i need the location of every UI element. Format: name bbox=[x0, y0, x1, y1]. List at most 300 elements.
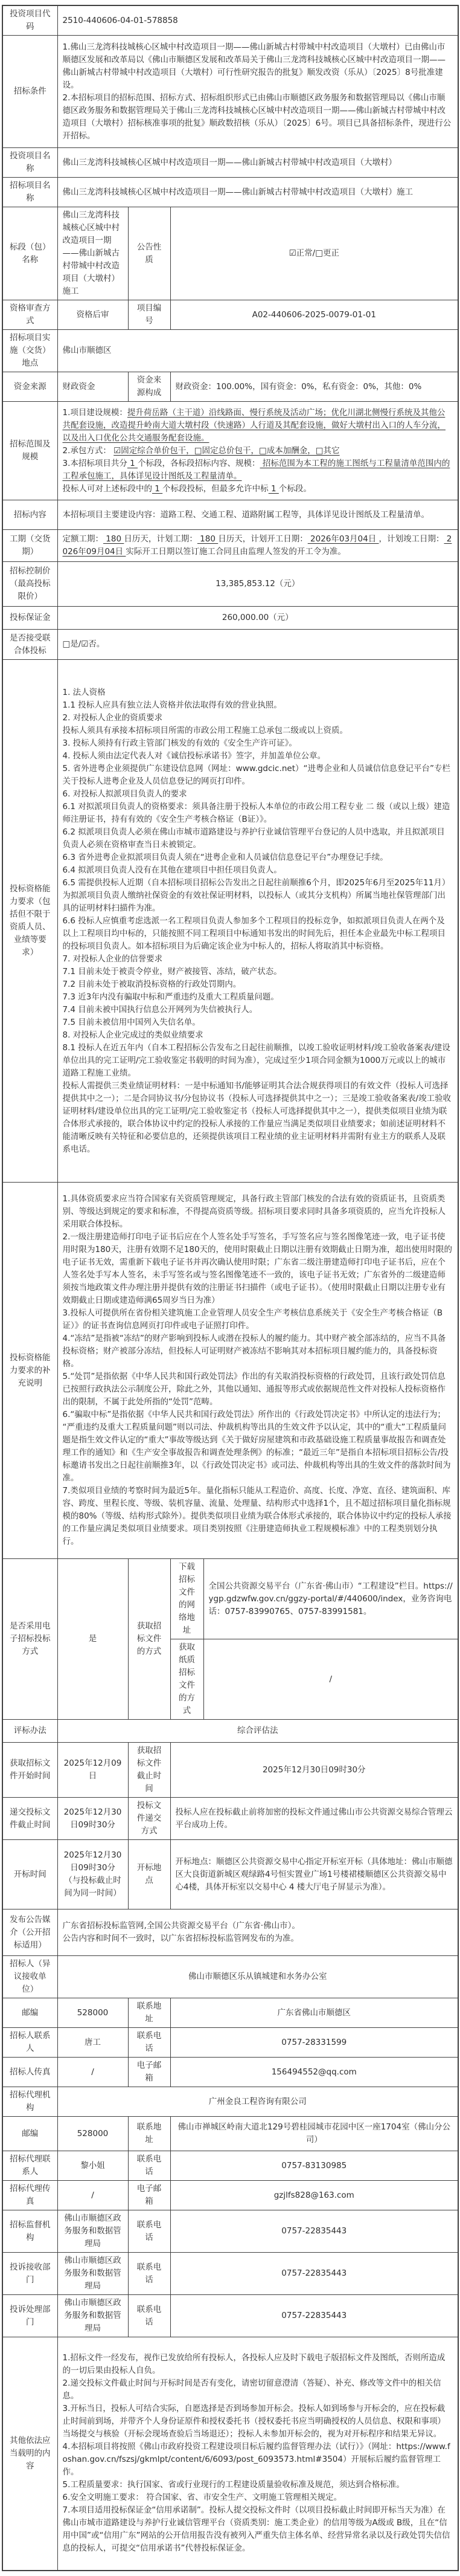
paragraph bbox=[63, 788, 453, 801]
text: 6.5 需提供投标人近期（自本招标项目招标公告发出之日起往前顺推6个月，即2025年6月至2025年11月）为拟派项目负责人缴纳社保资金的有效社保证明材料，以投标人（或其分支机构）所属当地社保管理部门出具的证明材料扫描件为准。 bbox=[62, 877, 450, 913]
complaint-handling-phone-value bbox=[170, 2295, 458, 2337]
table-row bbox=[2, 372, 458, 402]
tender-conditions-label bbox=[2, 36, 57, 148]
paragraph bbox=[176, 1561, 199, 1637]
paragraph bbox=[63, 1004, 453, 1016]
underlined-text: 180 bbox=[103, 534, 124, 544]
text: 6.1 对拟派项目负责人的资格要求：须具备注册于投标人本单位的市政公用工程专业 二 级（或以上级）建造师注册证书，持有有效的《安全生产考核合格证（B证）》。 bbox=[62, 801, 450, 824]
paragraph bbox=[133, 2183, 165, 2208]
paragraph bbox=[63, 877, 453, 915]
paragraph bbox=[176, 381, 453, 393]
underlined-text: 1 bbox=[127, 458, 138, 468]
paragraph bbox=[8, 150, 53, 175]
paragraph bbox=[176, 1641, 199, 1717]
paragraph bbox=[63, 725, 453, 737]
text: □是/☑否。 bbox=[62, 639, 105, 649]
paragraph bbox=[63, 638, 453, 651]
complaint-reception-phone-value bbox=[170, 2253, 458, 2295]
agency-phone-label bbox=[128, 2151, 170, 2181]
complaint-reception-value bbox=[57, 2253, 128, 2295]
paragraph bbox=[63, 1757, 123, 1783]
paragraph bbox=[63, 2403, 453, 2441]
paragraph bbox=[63, 1231, 453, 1307]
document-acquisition-start-value bbox=[57, 1743, 128, 1798]
underlined-text: ☑固定综合单价包干，□固定总价包干，□成本加酬金，□其它 bbox=[113, 445, 340, 456]
text: 电子邮箱 bbox=[136, 2061, 162, 2083]
project-number-value bbox=[170, 300, 458, 330]
paragraph bbox=[176, 1806, 453, 1832]
text: 2.承包方式： bbox=[62, 445, 114, 456]
text: 7.本项目适用投标保证金“信用承诺制”。投标人提交投标文件时（以项目投标截止时间即开标当天为准）在佛山市城市道路建设与养护行业诚信管理平台（资质类别：施工类企业）的信用等级为A级或 B级，且在“信用中国”或“信用广东”网站的公开信用报告没有被列入严重失信主体名单、经营异常名录以及行政处罚失信信息的投标人，可提交“信用承诺书”代替投标保证金。 bbox=[62, 2505, 450, 2554]
text: 递交投标文件截止时间 bbox=[10, 1807, 51, 1830]
bidder-qualification-requirements-value bbox=[57, 660, 458, 1183]
paragraph bbox=[63, 509, 453, 521]
investment-project-code-label bbox=[2, 5, 57, 36]
text: 招标控制价（最高投标限价） bbox=[10, 566, 51, 601]
paragraph bbox=[63, 1485, 453, 1548]
paragraph bbox=[133, 1620, 165, 1658]
paragraph bbox=[63, 750, 453, 763]
tenderer-email-label bbox=[128, 2058, 170, 2087]
table-row bbox=[2, 1909, 458, 1956]
paragraph bbox=[63, 2479, 453, 2491]
bid-submission-method-label bbox=[128, 1798, 170, 1840]
agency-postcode-label bbox=[2, 2117, 57, 2151]
text: 唐工 bbox=[85, 2037, 101, 2047]
text: 日历天，计划开工日期： bbox=[218, 534, 308, 544]
text: 3.本招标项目共分 bbox=[62, 458, 127, 468]
text: 6. 对投标人拟派项目负责人的要求 bbox=[62, 789, 187, 799]
paragraph bbox=[133, 1800, 165, 1838]
construction-period-value bbox=[57, 530, 458, 562]
document-acquisition-deadline-label bbox=[128, 1743, 170, 1798]
table-row bbox=[2, 2253, 458, 2295]
table-row bbox=[2, 36, 458, 148]
document-acquisition-method-label bbox=[128, 1559, 170, 1720]
paragraph bbox=[63, 2128, 123, 2140]
tenderer-fax-value bbox=[57, 2058, 128, 2087]
announcement-nature-value bbox=[170, 207, 458, 300]
paragraph bbox=[63, 1332, 453, 1370]
underlined-text: 1 bbox=[152, 483, 163, 494]
text: 528000 bbox=[77, 2007, 109, 2018]
table-row bbox=[2, 330, 458, 372]
paragraph bbox=[63, 1193, 453, 1231]
paragraph bbox=[176, 309, 453, 321]
paragraph bbox=[176, 2267, 453, 2280]
text: 招标监督机构 bbox=[10, 2219, 51, 2242]
paragraph bbox=[63, 2007, 123, 2019]
other-required-content-label bbox=[2, 2337, 57, 2571]
text: 1.佛山三龙湾科技城核心区城中村改造项目一期——佛山新城古村带城中村改造项目（大墩村）已由佛山市顺德区发展和改革局以《佛山市顺德区发展和改革局关于佛山三龙湾科技城核心区城中村改造项目一期——佛山新城古村带城中村改造项目（大墩村）可行性研究报告的批复》顺发改资（乐从）〔2025〕8号批准建设。 bbox=[62, 42, 446, 90]
paragraph bbox=[176, 2160, 453, 2172]
paragraph bbox=[63, 1080, 453, 1156]
bid-opening-time-value bbox=[57, 1840, 128, 1909]
text: 开标地点：顺德区公共资源交易中心指定开标室开标（具体地址：佛山市顺德区大良街道新城区观绿路4号恒实置业广场1号楼裙楼顺德区公共资源交易中心4楼，具体开标室以交易中心 4 楼大厅电子屏显示为准）。 bbox=[175, 1856, 453, 1892]
paragraph bbox=[8, 1806, 53, 1832]
paragraph bbox=[133, 1862, 165, 1887]
text: 佛山市顺德区政务服务和数据管理局 bbox=[64, 2298, 121, 2333]
funding-source-value bbox=[57, 372, 128, 402]
table-row bbox=[2, 1183, 458, 1559]
text: 联系地址 bbox=[136, 2122, 162, 2145]
paragraph bbox=[63, 92, 453, 143]
paragraph bbox=[133, 2000, 165, 2026]
table-row bbox=[2, 178, 458, 207]
paper-document-method-label bbox=[170, 1639, 203, 1720]
text: 7.4 目前未被中国执行信息公开网列为失信被执行人。 bbox=[62, 1004, 258, 1015]
paragraph bbox=[8, 2007, 53, 2019]
other-required-content-value bbox=[57, 2337, 458, 2571]
paragraph bbox=[8, 565, 53, 603]
text: 4. 投标人须由法定代表人对《诚信投标承诺书》签字，并加盖单位公章。 bbox=[62, 751, 326, 761]
project-number-label bbox=[128, 300, 170, 330]
paragraph bbox=[8, 2303, 53, 2329]
paragraph bbox=[63, 1016, 453, 1029]
text: A02-440606-2025-0079-01-01 bbox=[252, 309, 376, 320]
agency-fax-value bbox=[57, 2181, 128, 2210]
table-row bbox=[2, 5, 458, 36]
paragraph bbox=[8, 533, 53, 558]
text: 广东省招标投标监管网,全国公共资源交易平台（广东省·佛山市）。 bbox=[62, 1921, 300, 1931]
text: 是否采用电子招标投标方式 bbox=[10, 1621, 51, 1656]
agency-contact-value bbox=[57, 2151, 128, 2181]
paragraph bbox=[63, 578, 453, 590]
text: 招标代理传真 bbox=[10, 2184, 51, 2206]
table-row bbox=[2, 2087, 458, 2117]
funding-source-label bbox=[2, 372, 57, 402]
paragraph bbox=[63, 1932, 453, 1945]
tenderer-value bbox=[57, 1956, 458, 1998]
paragraph bbox=[133, 2219, 165, 2244]
tenderer-contact-label bbox=[2, 2028, 57, 2058]
paper-document-method-value bbox=[203, 1639, 458, 1720]
text: 4.本招标项目将按照《佛山市政府投资工程建设项目标后履约监督管理办法（试行）》（网址：https://www.foshan.gov.cn/fszsj/gkmlpt/content/6/6093/post_6093573.html#3504）开展标后履约监督管理工作。 bbox=[62, 2442, 450, 2478]
paragraph bbox=[8, 2089, 53, 2114]
table-row bbox=[2, 148, 458, 178]
paragraph bbox=[63, 737, 453, 750]
supervision-authority-value bbox=[57, 2210, 128, 2253]
tenderer-address-value bbox=[170, 1998, 458, 2028]
text: 2025年12月09日 bbox=[63, 1758, 122, 1781]
supervision-phone-value bbox=[170, 2210, 458, 2253]
text: 7.1 目前未处于被责令停业，财产被接管、冻结，破产状态。 bbox=[62, 966, 282, 976]
paragraph bbox=[63, 41, 453, 92]
download-url-value bbox=[203, 1559, 458, 1639]
announcement-media-value bbox=[57, 1909, 458, 1956]
paragraph bbox=[63, 1307, 453, 1332]
table-row bbox=[2, 2181, 458, 2210]
complaint-reception-phone-label bbox=[128, 2253, 170, 2295]
bid-section-name-label bbox=[2, 207, 57, 300]
table-row bbox=[2, 630, 458, 660]
text: 广东省佛山市顺德区 bbox=[277, 2007, 351, 2018]
text: 2025年12月30日09时30分 bbox=[262, 1764, 366, 1775]
paragraph bbox=[209, 1580, 453, 1618]
paragraph bbox=[63, 2491, 453, 2504]
control-price-value bbox=[57, 562, 458, 607]
text: / bbox=[91, 2067, 94, 2077]
paragraph bbox=[63, 209, 123, 298]
text: 7.3 近3年内没有骗取中标和严重违约及重大工程质量问题。 bbox=[62, 992, 279, 1002]
investment-project-code-value bbox=[57, 5, 458, 36]
tenderer-address-label bbox=[128, 1998, 170, 2028]
paragraph bbox=[176, 2189, 453, 2202]
text: 下载招标文件的网络地址 bbox=[179, 1562, 195, 1635]
paragraph bbox=[8, 612, 53, 624]
paragraph bbox=[63, 1849, 123, 1900]
tender-scope-label bbox=[2, 402, 57, 500]
text: 投诉接收部门 bbox=[10, 2262, 51, 2285]
paragraph bbox=[133, 2261, 165, 2287]
paragraph bbox=[63, 763, 453, 788]
text: 投标人需提供三类业绩证明材料：一是中标通知书/能够证明其合法合规获得项目的有效文件（投标人可选择提供其中之一）；二是合同协议书/分包协议书（投标人可选择提供其中之一）；三是竣工验收备案表/竣工验收证明材料/建设单位出具的完工证明/完工验收鉴定书（投标人可选择提供其中之一），提供类似项目业绩为联合体形式承接的，联合体协议中约定的投标人承接的工作量应当满足类似项目业绩要求；如前述证明材料不能清晰反映有关特征和必要信息的，还须提供该项目工程业绩的业主证明材料并需附有业主方的联系人及联系电话。 bbox=[62, 1080, 452, 1154]
paragraph bbox=[63, 1633, 123, 1645]
paragraph bbox=[8, 2030, 53, 2055]
consortium-bidding-value bbox=[57, 630, 458, 660]
text: 156494552@qq.com bbox=[271, 2067, 357, 2077]
table-row bbox=[2, 530, 458, 562]
paragraph bbox=[63, 445, 453, 457]
table-row bbox=[2, 2210, 458, 2253]
text: 7.类似项目业绩的考察时间为最近5年。量化指标只能从工程造价、高度、长度、净宽、直径、建筑面积、库容、跨度、里程长度、等级、装机容量、流量、处理量、结构形式中选择1个，且不超过招标项目量化指标规模的80%（等级、结构形式除外）。提供类似项目业绩为联合体形式承接的，联合体协议中约定的投标人承接的工作量应满足类似项目业绩要求。项目类别按照《注册建造师执业工程规模标准》中的工程类别划分执行。 bbox=[62, 1486, 452, 1546]
paragraph bbox=[63, 826, 453, 851]
text: 8. 对投标人企业完成过的类似业绩要求 bbox=[62, 1030, 203, 1040]
text: 0757-28331599 bbox=[281, 2037, 347, 2047]
tenderer-phone-value bbox=[170, 2028, 458, 2058]
text: 联系电话 bbox=[136, 2154, 162, 2177]
table-row bbox=[2, 1720, 458, 1743]
paragraph bbox=[176, 2121, 453, 2146]
paragraph bbox=[176, 2007, 453, 2019]
text: ☑正常/□更正 bbox=[289, 248, 339, 258]
text: 7.2 目前未处于被取消投标资格的行政处罚期内。 bbox=[62, 979, 241, 989]
paragraph bbox=[8, 1620, 53, 1658]
electronic-bidding-label bbox=[2, 1559, 57, 1720]
text: 综合评估法 bbox=[237, 1726, 278, 1735]
paragraph bbox=[63, 1029, 453, 1042]
table-row bbox=[2, 1956, 458, 1998]
text: 联系电话 bbox=[136, 2031, 162, 2053]
tenderer-label bbox=[2, 1956, 57, 1998]
underlined-text: 180 bbox=[197, 534, 219, 544]
text: 5.“处罚”是指依据《中华人民共和国行政处罚法》作出的有关取消投标资格的行政处罚，且该行政处罚信息已按照行政执法公示制度公开，除此之外，其他以通知、通报等形式或依据规范性文件对投标人投标资格作出的限制，不属于此处所指的“处罚”范畴。 bbox=[62, 1372, 446, 1407]
tender-conditions-value bbox=[57, 36, 458, 148]
text: 开标时间 bbox=[13, 1869, 46, 1879]
funding-composition-label bbox=[128, 372, 170, 402]
qualification-review-method-label bbox=[2, 300, 57, 330]
paragraph bbox=[63, 612, 453, 624]
paragraph bbox=[63, 1920, 453, 1932]
text: 佛山市顺德区政务服务和数据管理局 bbox=[64, 2256, 121, 2291]
paragraph bbox=[63, 801, 453, 826]
text: 招标人联系人 bbox=[10, 2031, 51, 2053]
text: 定额工期： bbox=[62, 534, 103, 544]
bidder-qualification-requirements-label bbox=[2, 660, 57, 1183]
text: 260,000.00（元） bbox=[222, 613, 293, 622]
bid-submission-deadline-label bbox=[2, 1798, 57, 1840]
tender-content-value bbox=[57, 500, 458, 530]
text: 是 bbox=[88, 1634, 97, 1644]
text: 招标人传真 bbox=[10, 2067, 51, 2077]
paragraph bbox=[176, 247, 453, 260]
table-row bbox=[2, 2337, 458, 2571]
paragraph bbox=[63, 483, 453, 496]
paragraph bbox=[8, 509, 53, 521]
agency-address-label bbox=[128, 2117, 170, 2151]
text: 6.“骗取中标”是指依据《中华人民共和国行政处罚法》所作出的《行政处罚决定书》中所认定的违法行为；“严重违约及重大工程质量问题”则以司法、仲裁机构等出具的生效文件予以认定，其中的“重大”工程质量问题是指生效文件认定的“重大”事故等级达到《关于做好房屋建筑和市政基础设施工程质量事故报告和调查处理工作的通知》和《生产安全事故报告和调查处理条例》的标准；“最近三年”是指自本招标项目招标公告/投标邀请书发出之日起往前顺推3年，以《行政处罚决定书》或司法、仲裁机构等出具的生效文件的落款时间为准。 bbox=[62, 1410, 451, 1483]
text: 6.4 拟派项目负责人没有在其他在建项目中担任项目负责人。 bbox=[62, 865, 282, 875]
table-row bbox=[2, 2028, 458, 2058]
text: 招标代理联系人 bbox=[10, 2154, 51, 2177]
text: 招标人（异议接收单位） bbox=[10, 1959, 51, 1994]
text: 3.投标人可提供所在省份相关建筑施工企业管理人员安全生产考核信息系统关于《安全生产考核合格证（B证）》的证书查询信息网页打印件或电子证照打印件。 bbox=[62, 1308, 443, 1331]
tender-announcement-table bbox=[2, 5, 459, 2571]
paragraph bbox=[133, 1745, 165, 1795]
text: 3.开标当日，投标人可结合实际，自愿选择是否到场参加开标会。投标人如到场参与开标会的，应在投标截止时间前到场，并带齐个人身份证原件和授权委托书（授权委托书应当明确授权的人员信息、权限和事项）当场提交与核验（开标会现场查验后当场退还）；投标人未参加开标会的，视为对开标程序和结果无异议。 bbox=[62, 2404, 446, 2439]
paragraph bbox=[8, 1868, 53, 1881]
paragraph bbox=[63, 1725, 453, 1737]
text: 资金来源 bbox=[13, 381, 46, 392]
implementation-location-label bbox=[2, 330, 57, 372]
paragraph bbox=[63, 2255, 123, 2293]
agency-contact-label bbox=[2, 2151, 57, 2181]
text: 其他依法应当载明的内容 bbox=[10, 2435, 51, 2471]
text: 佛山市顺德区 bbox=[62, 346, 112, 355]
text: 投标文件递交方式 bbox=[136, 1801, 162, 1836]
construction-period-label bbox=[2, 530, 57, 562]
tenderer-phone-label bbox=[128, 2028, 170, 2058]
paragraph bbox=[176, 2066, 453, 2079]
paragraph bbox=[8, 2183, 53, 2208]
paragraph bbox=[8, 1757, 53, 1783]
paragraph bbox=[63, 2160, 123, 2172]
paragraph bbox=[63, 533, 453, 558]
text: 招标条件 bbox=[13, 86, 46, 96]
text: 1.招标文件一经发布，视作已发放给所有投标人，各投标人应及时下载电子版招标文件及图纸，否则所造成的一切后果由投标人自负。 bbox=[62, 2353, 446, 2376]
paragraph bbox=[63, 2036, 123, 2049]
evaluation-method-value bbox=[57, 1720, 458, 1743]
paragraph bbox=[63, 953, 453, 966]
paragraph bbox=[63, 686, 453, 699]
paragraph bbox=[63, 2297, 123, 2335]
table-row bbox=[2, 660, 458, 1183]
text: 日历天，计划工期： bbox=[124, 534, 197, 544]
underlined-text: 1 bbox=[268, 483, 279, 494]
tender-project-name-value bbox=[57, 178, 458, 207]
paragraph bbox=[133, 241, 165, 266]
paragraph bbox=[8, 438, 53, 463]
agency-label bbox=[2, 2087, 57, 2117]
paragraph bbox=[63, 1042, 453, 1080]
text: 开标地点 bbox=[136, 1863, 162, 1885]
implementation-location-value bbox=[57, 330, 458, 372]
paragraph bbox=[8, 179, 53, 205]
paragraph bbox=[63, 2212, 123, 2250]
paragraph bbox=[8, 85, 53, 98]
text: 1. 法人资格 bbox=[62, 687, 106, 697]
paragraph bbox=[8, 2219, 53, 2244]
investment-project-name-value bbox=[57, 148, 458, 178]
table-row bbox=[2, 562, 458, 607]
text: 0757-22835443 bbox=[281, 2311, 347, 2320]
text: 黎小姐 bbox=[80, 2160, 105, 2171]
text: 评标办法 bbox=[13, 1726, 46, 1735]
agency-value bbox=[57, 2087, 458, 2117]
agency-email-label bbox=[128, 2181, 170, 2210]
paragraph bbox=[63, 712, 453, 725]
paragraph bbox=[133, 2121, 165, 2146]
text: 获取招标文件开始时间 bbox=[10, 1758, 51, 1781]
text: 佛山三龙湾科技城核心区城中村改造项目一期——佛山新城古村带城中村改造项目（大墩村）施工 bbox=[62, 187, 413, 197]
announcement-nature-label bbox=[128, 207, 170, 300]
table-row bbox=[2, 1743, 458, 1798]
text: 个标段。 bbox=[278, 483, 311, 494]
agency-email-value bbox=[170, 2181, 458, 2210]
agency-postcode-value bbox=[57, 2117, 128, 2151]
text: 投标人可对上述标段中的 bbox=[62, 483, 152, 494]
text: 项目编号 bbox=[136, 303, 162, 326]
table-row bbox=[2, 1559, 458, 1639]
paragraph bbox=[63, 157, 453, 169]
complaint-handling-label bbox=[2, 2295, 57, 2337]
paragraph bbox=[8, 1352, 53, 1390]
paragraph bbox=[133, 2303, 165, 2329]
text: 财政资金 bbox=[62, 381, 95, 392]
text: 1.1 投标人应具有独立法人资格并依法取得有效的营业执照。 bbox=[62, 700, 282, 710]
table-row bbox=[2, 207, 458, 300]
text: 0757-83130985 bbox=[281, 2160, 347, 2171]
bid-opening-time-label bbox=[2, 1840, 57, 1909]
text: 5. 省外进粤企业须提供广东建设信息网（网址：www.gdcic.net）“进粤企业和人员诚信信息登记平台”专栏关于投标人进粤企业及人员信息登记的网页打印件。 bbox=[62, 763, 451, 786]
paragraph bbox=[63, 966, 453, 978]
consortium-bidding-label bbox=[2, 630, 57, 660]
text: 佛山三龙湾科技城核心区城中村改造项目一期——佛山新城古村带城中村改造项目（大墩村）施工 bbox=[62, 210, 120, 296]
text: 佛山市禅城区岭南大道北129号碧桂园城市花园中区一座1704室（佛山分公司） bbox=[177, 2122, 451, 2145]
paragraph bbox=[8, 241, 53, 266]
text: 工期（交货期） bbox=[10, 534, 51, 557]
paragraph bbox=[63, 457, 453, 483]
text: 投标人须具有承接本招标项目所需的市政公用工程施工总承包二级或以上资质。 bbox=[62, 725, 348, 735]
complaint-reception-label bbox=[2, 2253, 57, 2295]
text: 3. 投标人须持有行政主管部门核发的有效的《安全生产许可证》。 bbox=[62, 738, 297, 748]
text: 个标段，各标段招标内容、规模： bbox=[138, 458, 260, 468]
text: ，计划竣工日期： bbox=[379, 534, 444, 544]
supervision-phone-label bbox=[128, 2210, 170, 2253]
table-row bbox=[2, 2058, 458, 2087]
agency-address-value bbox=[170, 2117, 458, 2151]
paragraph bbox=[63, 1370, 453, 1409]
agency-fax-label bbox=[2, 2181, 57, 2210]
paragraph bbox=[8, 381, 53, 393]
paragraph bbox=[8, 2128, 53, 2140]
table-row bbox=[2, 300, 458, 330]
paragraph bbox=[133, 2030, 165, 2055]
text: 7.5 目前未被信用中国列入失信名单。 bbox=[62, 1017, 200, 1027]
qualification-review-method-value bbox=[57, 300, 128, 330]
paragraph bbox=[63, 915, 453, 953]
text: 2. 对投标人企业的资质要求 bbox=[62, 712, 163, 723]
text: 财政资金：100.00%，国有资金：0%，私有资金：0%，其他：0% bbox=[175, 381, 422, 392]
underlined-text: 提升荷岳路（主干道）沿线路面、慢行系统及活动广场；优化川湖北侧慢行系统及其他公共配套设施，改造提升岭南大道大墩村段（快速路）人行道及其配套设施，做好大墩村出入口的人车分流，以及出入口优化公共交通服务配套设施。 bbox=[62, 407, 446, 443]
underlined-text: 招标范围为本工程的施工图纸与工程量清单范围内的工程承包施工，具体详见设计图纸及工程量清单。 bbox=[62, 458, 450, 481]
paragraph bbox=[8, 883, 53, 959]
text: / bbox=[91, 2190, 94, 2200]
paragraph bbox=[63, 2189, 123, 2202]
paragraph bbox=[8, 332, 53, 370]
tender-content-label bbox=[2, 500, 57, 530]
text: 联系电话 bbox=[136, 2262, 162, 2285]
